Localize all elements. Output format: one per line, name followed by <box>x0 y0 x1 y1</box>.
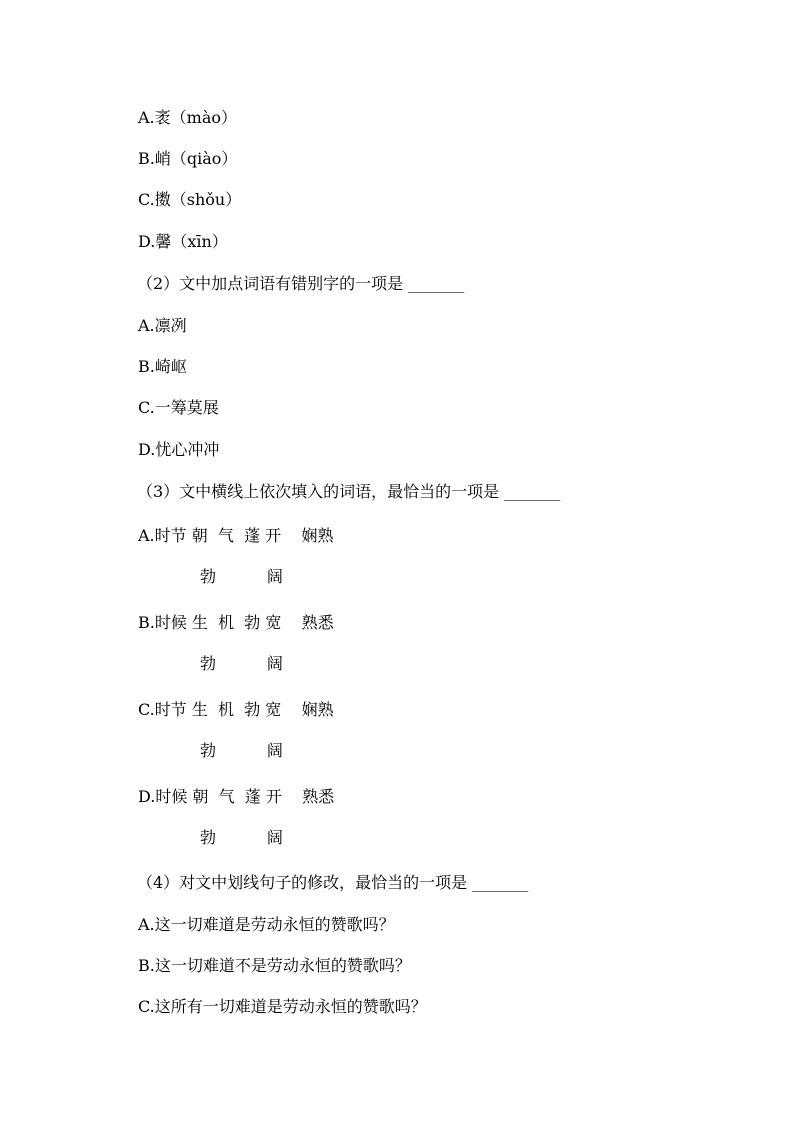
q3-option-d-continued: 勃 阔 <box>200 828 283 847</box>
q3-option-a: A.时节 朝 气 蓬 开 娴熟 <box>138 526 334 545</box>
q1-option-c: C.擞（shǒu） <box>138 190 242 209</box>
q2-option-b: B.崎岖 <box>138 357 187 376</box>
q2-option-a: A.凛冽 <box>138 316 187 335</box>
question-2: （2）文中加点词语有错别字的一项是 _______ <box>137 274 465 293</box>
q4-option-b: B.这一切难道不是劳动永恒的赞歌吗？ <box>138 956 411 975</box>
question-3: （3）文中横线上依次填入的词语，最恰当的一项是 _______ <box>137 482 561 501</box>
q1-option-a: A.袤（mào） <box>138 108 237 127</box>
q3-option-b-continued: 勃 阔 <box>200 654 283 673</box>
question-4: （4）对文中划线句子的修改，最恰当的一项是 _______ <box>137 873 529 892</box>
q3-option-d: D.时候 朝 气 蓬 开 熟悉 <box>138 787 335 806</box>
q1-option-b: B.峭（qiào） <box>138 149 238 168</box>
q3-option-a-continued: 勃 阔 <box>200 567 283 586</box>
q3-option-c-continued: 勃 阔 <box>200 741 283 760</box>
q3-option-c: C.时节 生 机 勃 宽 娴熟 <box>138 700 334 719</box>
q2-option-d: D.忧心冲冲 <box>138 440 220 459</box>
q4-option-a: A.这一切难道是劳动永恒的赞歌吗？ <box>138 915 395 934</box>
q2-option-c: C.一筹莫展 <box>138 398 219 417</box>
q3-option-b: B.时候 生 机 勃 宽 熟悉 <box>138 613 334 632</box>
q1-option-d: D.馨（xīn） <box>138 232 228 251</box>
q4-option-c: C.这所有一切难道是劳动永恒的赞歌吗？ <box>138 997 427 1016</box>
